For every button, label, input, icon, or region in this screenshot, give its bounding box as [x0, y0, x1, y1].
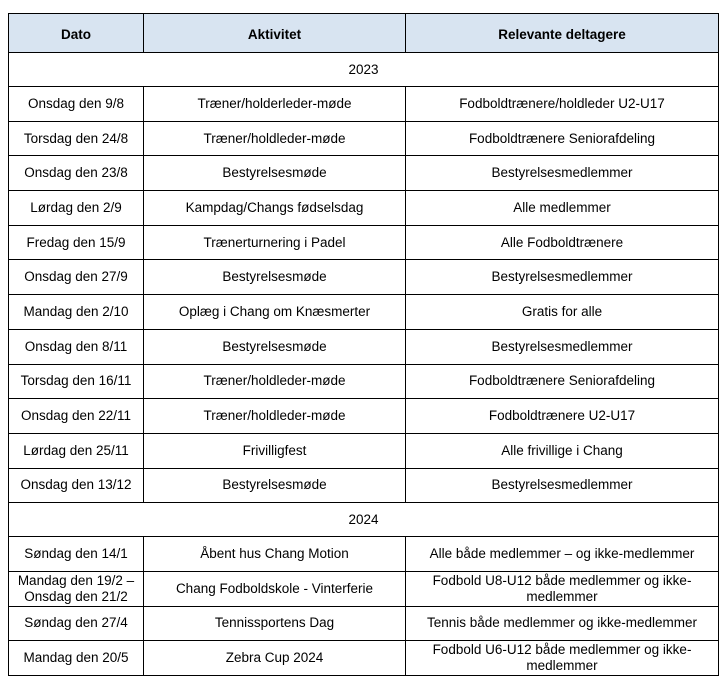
table-row: [9, 329, 719, 364]
table-row: [9, 191, 719, 226]
activity-cell: Chang Fodboldskole - Vinterferie: [144, 571, 406, 606]
table-row: [9, 156, 719, 191]
date-cell: Onsdag den 27/9: [9, 260, 144, 295]
date-cell: Søndag den 14/1: [9, 537, 144, 572]
participants-cell: Fodboldtrænere Seniorafdeling: [406, 121, 719, 156]
participants-cell: Alle frivillige i Chang: [406, 433, 719, 468]
date-cell: Fredag den 15/9: [9, 225, 144, 260]
year-label: 2023: [9, 53, 719, 87]
table-row: [9, 295, 719, 330]
participants-cell: Fodbold U6-U12 både medlemmer og ikke-medlemmer: [406, 641, 719, 676]
participants-cell: Bestyrelsesmedlemmer: [406, 156, 719, 191]
participants-cell: Alle Fodboldtrænere: [406, 225, 719, 260]
activity-cell: Bestyrelsesmøde: [144, 260, 406, 295]
table-body: [9, 53, 719, 676]
date-cell: Onsdag den 8/11: [9, 329, 144, 364]
activity-cell: Frivilligfest: [144, 433, 406, 468]
participants-cell: Gratis for alle: [406, 295, 719, 330]
header-row: [9, 14, 719, 53]
table-row: [9, 364, 719, 399]
activity-cell: Bestyrelsesmøde: [144, 156, 406, 191]
date-cell: Mandag den 20/5: [9, 641, 144, 676]
activity-cell: Kampdag/Changs fødselsdag: [144, 191, 406, 226]
activity-cell: Træner/holderleder-møde: [144, 87, 406, 122]
date-cell: Lørdag den 25/11: [9, 433, 144, 468]
date-cell: Onsdag den 9/8: [9, 87, 144, 122]
table-row: [9, 121, 719, 156]
participants-cell: Alle medlemmer: [406, 191, 719, 226]
table-row: [9, 571, 719, 606]
table-row: [9, 537, 719, 572]
table-row: [9, 433, 719, 468]
date-cell: Onsdag den 22/11: [9, 399, 144, 434]
activity-cell: Bestyrelsesmøde: [144, 468, 406, 503]
participants-cell: Bestyrelsesmedlemmer: [406, 260, 719, 295]
activity-cell: Træner/holdleder-møde: [144, 121, 406, 156]
year-row: [9, 503, 719, 537]
activity-cell: Træner/holdleder-møde: [144, 399, 406, 434]
activity-table: [8, 13, 719, 676]
table-row: [9, 225, 719, 260]
participants-cell: Bestyrelsesmedlemmer: [406, 329, 719, 364]
date-cell: Torsdag den 24/8: [9, 121, 144, 156]
date-cell: Mandag den 2/10: [9, 295, 144, 330]
participants-cell: Fodbold U8-U12 både medlemmer og ikke-medlemmer: [406, 571, 719, 606]
date-cell: Mandag den 19/2 – Onsdag den 21/2: [9, 571, 144, 606]
participants-cell: Tennis både medlemmer og ikke-medlemmer: [406, 606, 719, 641]
activity-cell: Tennissportens Dag: [144, 606, 406, 641]
date-cell: Søndag den 27/4: [9, 606, 144, 641]
header-dato: Dato: [9, 14, 144, 53]
table-row: [9, 468, 719, 503]
activity-cell: Bestyrelsesmøde: [144, 329, 406, 364]
participants-cell: Alle både medlemmer – og ikke-medlemmer: [406, 537, 719, 572]
participants-cell: Fodboldtrænere/holdleder U2-U17: [406, 87, 719, 122]
header-aktivitet: Aktivitet: [144, 14, 406, 53]
activity-cell: Træner/holdleder-møde: [144, 364, 406, 399]
participants-cell: Fodboldtrænere Seniorafdeling: [406, 364, 719, 399]
date-cell: Lørdag den 2/9: [9, 191, 144, 226]
year-label: 2024: [9, 503, 719, 537]
activity-cell: Åbent hus Chang Motion: [144, 537, 406, 572]
table-row: [9, 641, 719, 676]
table-row: [9, 399, 719, 434]
activity-cell: Oplæg i Chang om Knæsmerter: [144, 295, 406, 330]
table-row: [9, 606, 719, 641]
year-row: [9, 53, 719, 87]
header-deltagere: Relevante deltagere: [406, 14, 719, 53]
participants-cell: Fodboldtrænere U2-U17: [406, 399, 719, 434]
date-cell: Onsdag den 23/8: [9, 156, 144, 191]
date-cell: Torsdag den 16/11: [9, 364, 144, 399]
table-row: [9, 260, 719, 295]
activity-cell: Zebra Cup 2024: [144, 641, 406, 676]
date-cell: Onsdag den 13/12: [9, 468, 144, 503]
activity-cell: Trænerturnering i Padel: [144, 225, 406, 260]
participants-cell: Bestyrelsesmedlemmer: [406, 468, 719, 503]
table-row: [9, 87, 719, 122]
